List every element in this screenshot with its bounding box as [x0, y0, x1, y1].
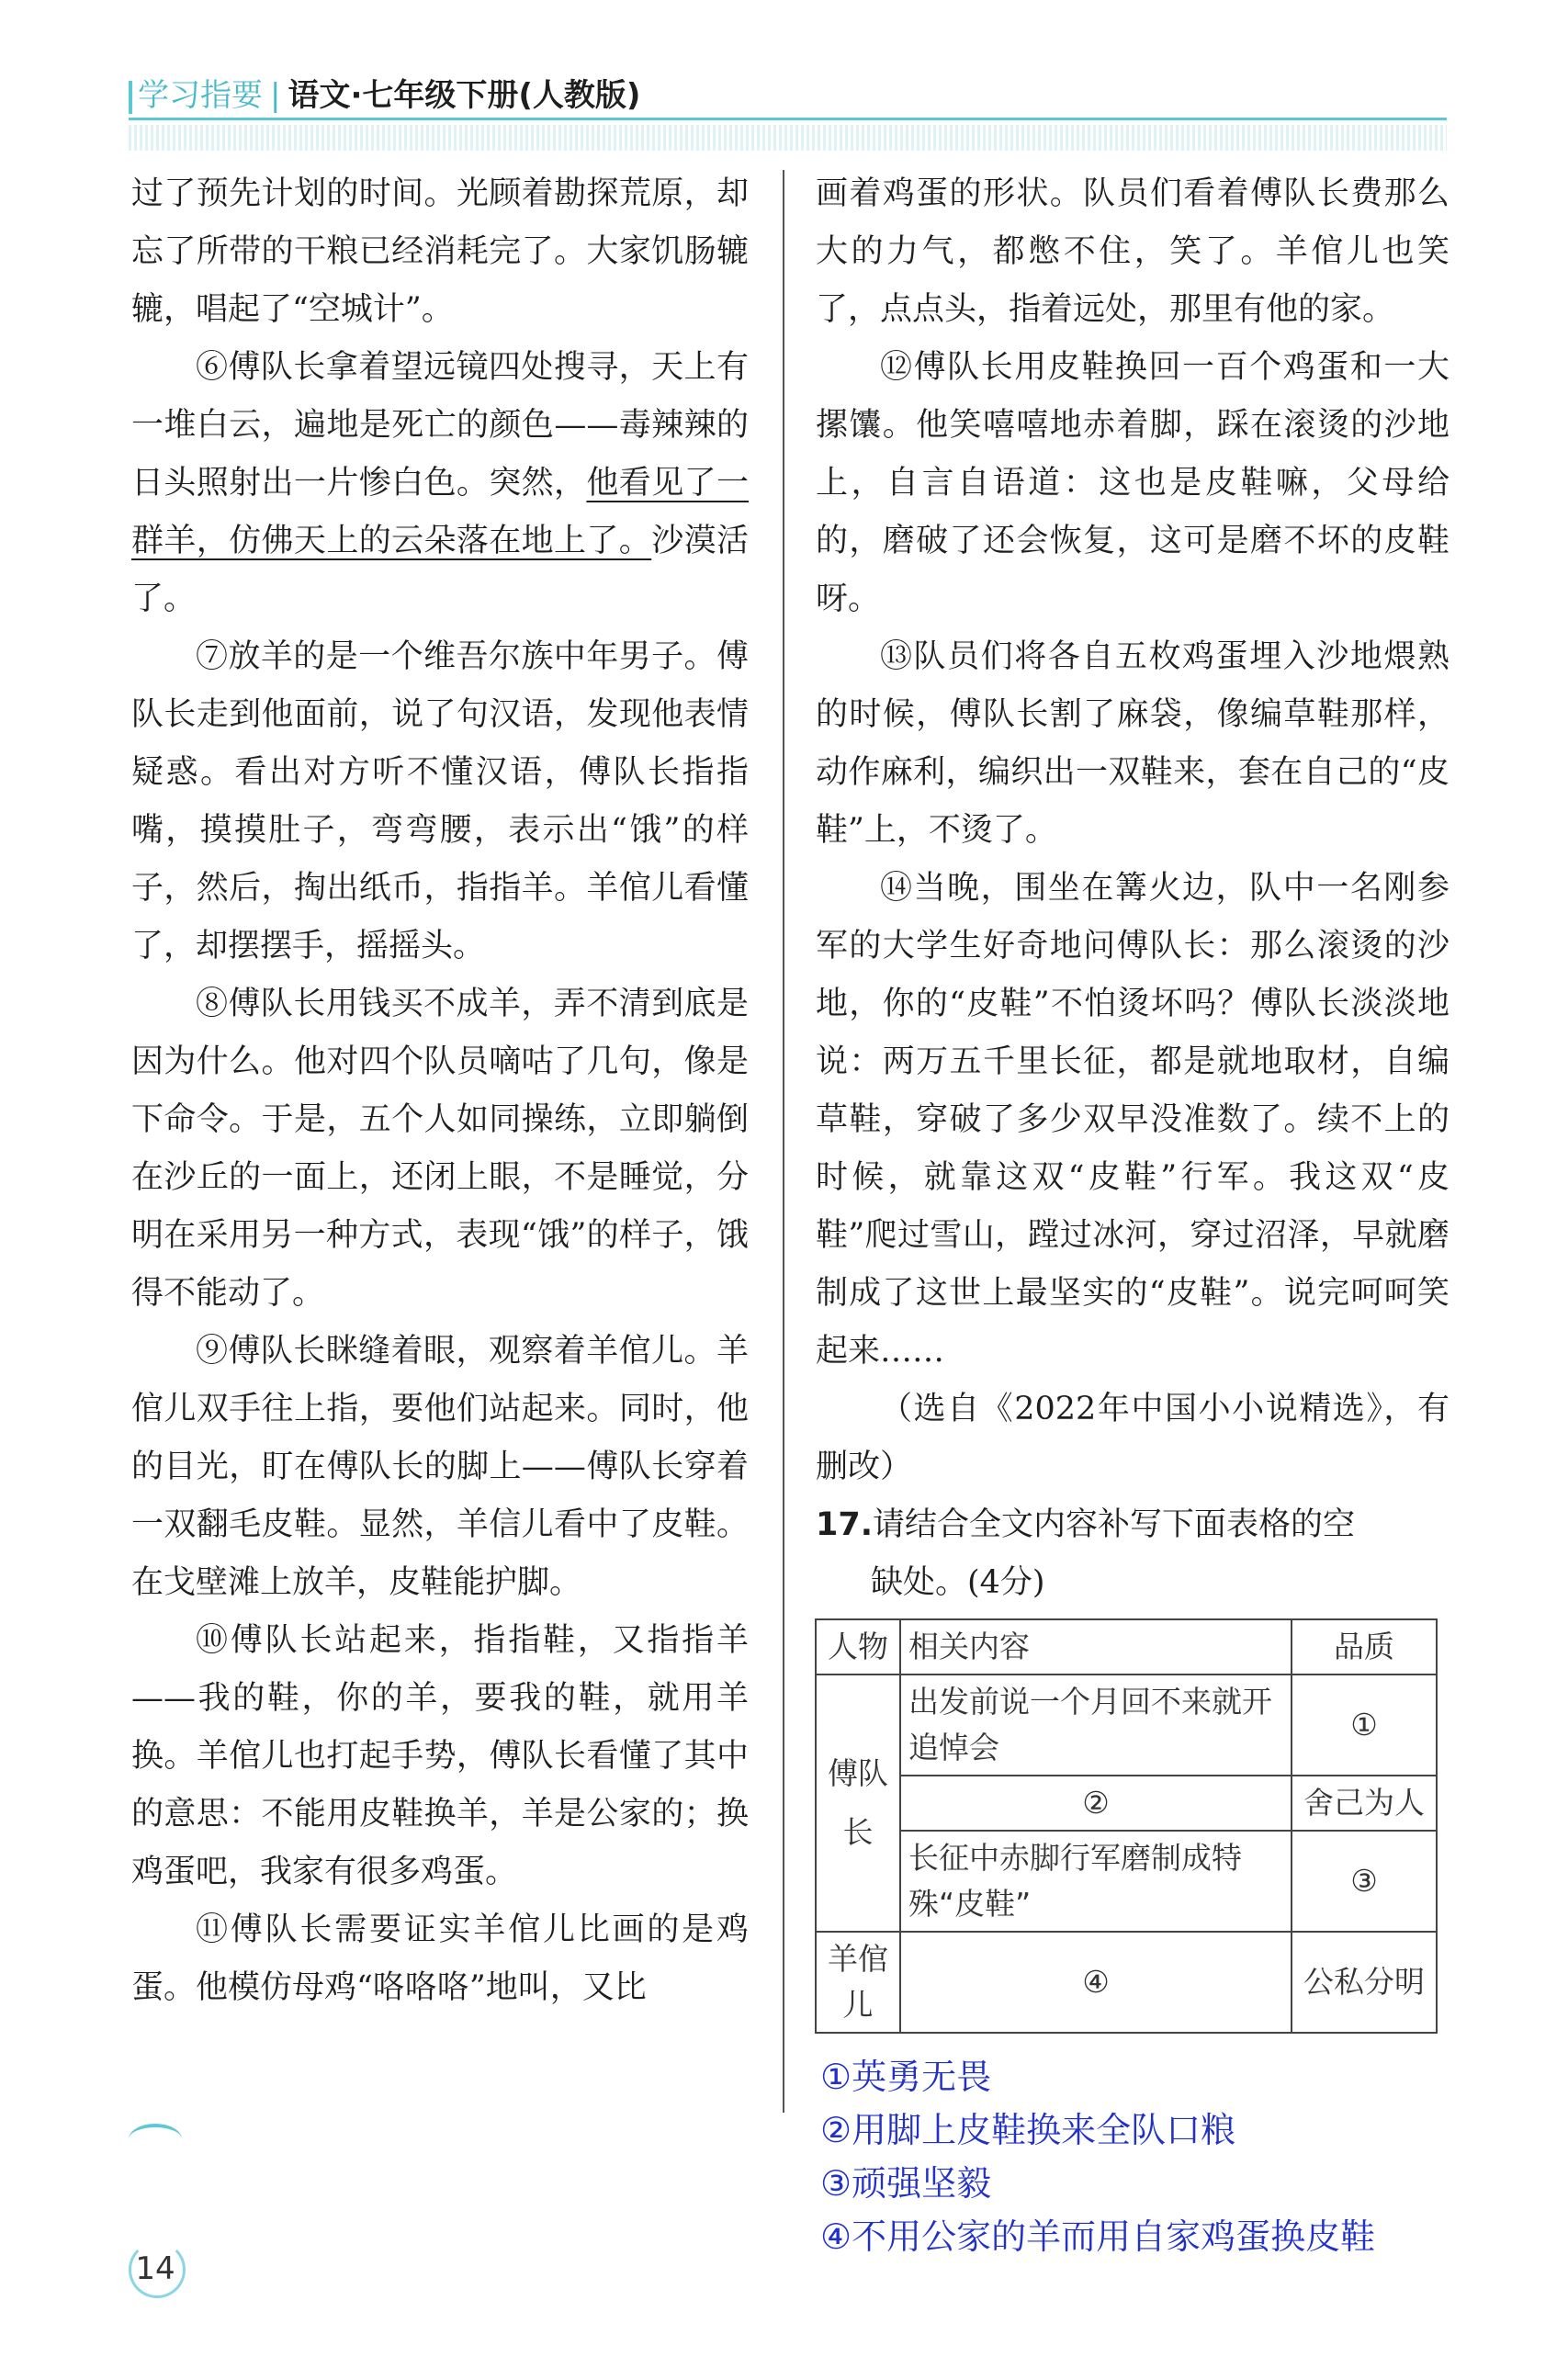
content-cell: 出发前说一个月回不来就开追悼会: [900, 1675, 1292, 1776]
table-row: [816, 1831, 1437, 1932]
paragraph-14: ⑭当晚，围坐在篝火边，队中一名刚参军的大学生好奇地问傅队长：那么滚烫的沙地，你的“皮鞋”不怕烫坏吗？傅队长淡淡地说：两万五千里长征，都是就地取材，自编草鞋，穿破了多少双早没准数了。续不上的时候，就靠这双“皮鞋”行军。我这双“皮鞋”爬过雪山，蹚过冰河，穿过沼泽，早就磨制成了这世上最坚实的“皮鞋”。说完呵呵笑起来……: [816, 870, 1450, 1370]
header-title: 语文·七年级下册(人教版): [288, 77, 641, 114]
paragraph-8: ⑧傅队长用钱买不成羊，弄不清到底是因为什么。他对四个队员嘀咕了几句，像是下命令。于是，五个人如同操练，立即躺倒在沙丘的一面上，还闭上眼，不是睡觉，分明在采用另一种方式，表现“饿”的样子，饿得不能动了。: [131, 986, 749, 1312]
table-header-cell: 品质: [1292, 1619, 1437, 1675]
header-stripe: [129, 125, 1447, 151]
answer-4: ④不用公家的羊而用自家鸡蛋换皮鞋: [820, 2216, 1376, 2257]
page-header: [0, 0, 1568, 161]
header-text: [138, 77, 640, 114]
quality-cell: 公私分明: [1292, 1932, 1437, 2033]
page-number: 14: [135, 2250, 175, 2287]
answer-2: ②用脚上皮鞋换来全队口粮: [820, 2110, 1236, 2150]
question-number: 17.: [816, 1506, 874, 1543]
left-column: [131, 165, 749, 2017]
paragraph-7: ⑦放羊的是一个维吾尔族中年男子。傅队长走到他面前，说了句汉语，发现他表情疑惑。看出对方听不懂汉语，傅队长指指嘴，摸摸肚子，弯弯腰，表示出“饿”的样子，然后，掏出纸币，指指羊。羊倌儿看懂了，却摆摆手，摇摇头。: [131, 638, 749, 964]
content-cell-blank-2[interactable]: ②: [900, 1776, 1292, 1831]
paragraph-11-continued: 画着鸡蛋的形状。队员们看着傅队长费那么大的力气，都憋不住，笑了。羊倌儿也笑了，点点头，指着远处，那里有他的家。: [816, 175, 1450, 328]
column-divider: [783, 170, 784, 2113]
header-rule: [129, 118, 1447, 120]
paragraph-6: [131, 339, 749, 628]
table-row: [816, 1932, 1437, 2033]
underlined-sentence: 他看见了一群羊，仿佛天上的云朵落在地上了。: [131, 465, 749, 559]
paragraph-10: ⑩傅队长站起来，指指鞋，又指指羊——我的鞋，你的羊，要我的鞋，就用羊换。羊倌儿也打起手势，傅队长看懂了其中的意思：不能用皮鞋换羊，羊是公家的；换鸡蛋吧，我家有很多鸡蛋。: [131, 1622, 749, 1890]
person-cell-fu: 傅队长: [816, 1675, 900, 1932]
content-cell-blank-4[interactable]: ④: [900, 1932, 1292, 2033]
paragraph-11: ⑪傅队长需要证实羊倌儿比画的是鸡蛋。他模仿母鸡“咯咯咯”地叫，又比: [131, 1911, 749, 2006]
paragraph-9: ⑨傅队长眯缝着眼，观察着羊倌儿。羊倌儿双手往上指，要他们站起来。同时，他的目光，盯在傅队长的脚上——傅队长穿着一双翻毛皮鞋。显然，羊信儿看中了皮鞋。在戈壁滩上放羊，皮鞋能护脚。: [131, 1333, 749, 1601]
person-cell-yang: 羊倌儿: [816, 1932, 900, 2033]
content-cell: 长征中赤脚行军磨制成特殊“皮鞋”: [900, 1831, 1292, 1932]
paragraph-6-end: 沙漠活了。: [131, 523, 749, 617]
quality-cell-blank-1[interactable]: ①: [1292, 1675, 1437, 1776]
right-column: [816, 165, 1450, 1612]
fill-in-table: [815, 1618, 1438, 2034]
question-17: [816, 1496, 1450, 1554]
paragraph-13: ⑬队员们将各自五枚鸡蛋埋入沙地煨熟的时候，傅队长割了麻袋，像编草鞋那样，动作麻利，编织出一双鞋来，套在自己的“皮鞋”上，不烫了。: [816, 638, 1450, 849]
answer-3: ③顽强坚毅: [820, 2163, 992, 2204]
header-series: 学习指要: [138, 77, 263, 114]
footer-ornament: [129, 2124, 182, 2155]
table-row: [816, 1776, 1437, 1831]
table-header-row: [816, 1619, 1437, 1675]
header-separator: |: [270, 77, 281, 114]
question-text-line2: 缺处。(4分): [871, 1564, 1045, 1601]
quality-cell: 舍己为人: [1292, 1776, 1437, 1831]
table-header-cell: 相关内容: [900, 1619, 1292, 1675]
question-text-line1: 请结合全文内容补写下面表格的空: [873, 1506, 1356, 1543]
answer-1: ①英勇无畏: [820, 2057, 992, 2097]
table-header-cell: 人物: [816, 1619, 900, 1675]
source-note: （选自《2022年中国小小说精选》，有删改）: [816, 1391, 1450, 1485]
handwritten-answers: [820, 2050, 1375, 2263]
paragraph-5-continued: 过了预先计划的时间。光顾着勘探荒原，却忘了所带的干粮已经消耗完了。大家饥肠辘辘，唱起了“空城计”。: [131, 175, 749, 328]
paragraph-6-start: ⑥傅队长拿着望远镜四处搜寻，天上有一堆白云，遍地是死亡的颜色——毒辣辣的日头照射出一片惨白色。突然，: [131, 349, 749, 502]
quality-cell-blank-3[interactable]: ③: [1292, 1831, 1437, 1932]
paragraph-12: ⑫傅队长用皮鞋换回一百个鸡蛋和一大摞馕。他笑嘻嘻地赤着脚，踩在滚烫的沙地上，自言自语道：这也是皮鞋嘛，父母给的，磨破了还会恢复，这可是磨不坏的皮鞋呀。: [816, 349, 1450, 617]
table-row: [816, 1675, 1437, 1776]
